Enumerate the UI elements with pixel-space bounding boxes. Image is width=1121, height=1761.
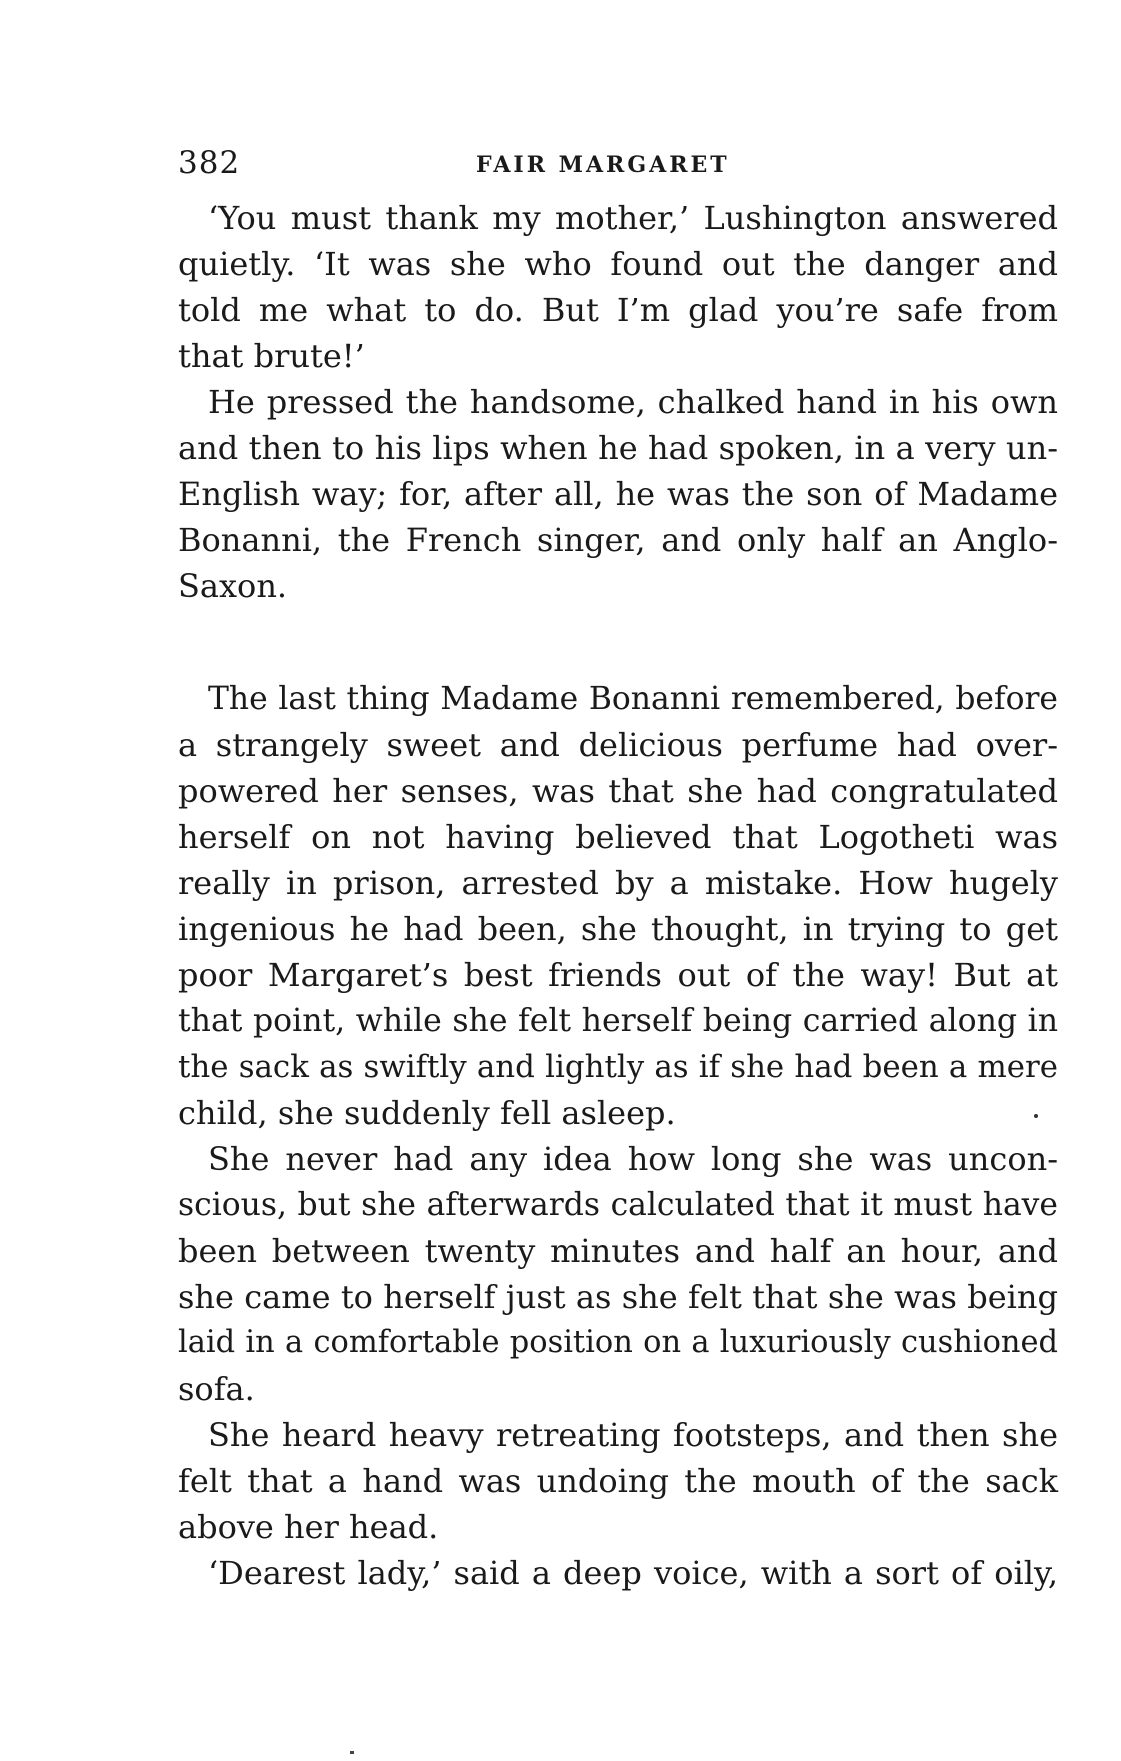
text-section-1 [178, 195, 1058, 609]
text-line: Bonanni, the French singer, and only half an Anglo- [178, 521, 1058, 559]
running-title: FAIR MARGARET [476, 152, 730, 178]
text-line: told me what to do. But I’m glad you’re safe from [178, 291, 1058, 329]
text-line: Saxon. [178, 567, 288, 605]
text-line: poor Margaret’s best friends out of the way! But at [178, 956, 1058, 994]
running-head [178, 143, 1058, 183]
text-line: and then to his lips when he had spoken, in a very un- [178, 429, 1058, 467]
text-line: really in prison, arrested by a mistake. How hugely [178, 864, 1058, 902]
text-line: ingenious he had been, she thought, in trying to get [178, 910, 1058, 948]
text-line: above her head. [178, 1508, 439, 1546]
text-line: felt that a hand was undoing the mouth of the sack [178, 1462, 1058, 1500]
page-number: 382 [178, 145, 241, 181]
text-line: She heard heavy retreating footsteps, and then she [208, 1416, 1058, 1454]
text-line: that point, while she felt herself being carried along in [178, 1003, 1058, 1039]
text-line: ‘You must thank my mother,’ Lushington answered [208, 199, 1058, 237]
text-line: powered her senses, was that she had congratulated [178, 772, 1058, 810]
text-line: She never had any idea how long she was uncon- [208, 1140, 1058, 1178]
print-speck-mark [1034, 1114, 1038, 1118]
text-line: English way; for, after all, he was the son of Madame [178, 475, 1058, 513]
text-line: ‘Dearest lady,’ said a deep voice, with a sort of oily, [208, 1554, 1058, 1592]
text-line: she came to herself just as she felt that she was being [178, 1278, 1058, 1316]
text-section-2 [178, 676, 1058, 1596]
print-speck-mark [350, 1751, 354, 1754]
text-line: quietly. ‘It was she who found out the danger and [178, 245, 1058, 283]
text-line: sofa. [178, 1370, 255, 1408]
text-line: the sack as swiftly and lightly as if she had been a mere [178, 1049, 1058, 1085]
text-line: laid in a comfortable position on a luxuriously cushioned [178, 1325, 1058, 1360]
text-line: child, she suddenly fell asleep. [178, 1094, 676, 1132]
text-line: He pressed the handsome, chalked hand in his own [208, 383, 1058, 421]
text-line: scious, but she afterwards calculated that it must have [178, 1187, 1058, 1223]
text-line: The last thing Madame Bonanni remembered, before [208, 681, 1058, 717]
text-line: that brute!’ [178, 337, 365, 375]
text-line: herself on not having believed that Logotheti was [178, 818, 1058, 856]
text-line: a strangely sweet and delicious perfume had over- [178, 726, 1058, 764]
text-line: been between twenty minutes and half an hour, and [178, 1232, 1058, 1270]
